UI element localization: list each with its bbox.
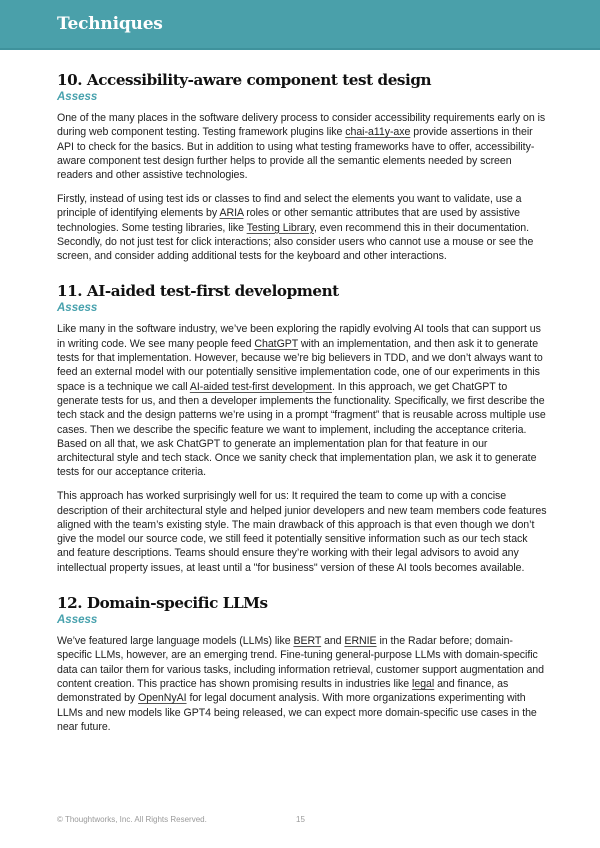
inline-link[interactable]: ERNIE — [344, 635, 377, 648]
inline-link[interactable]: OpenNyAI — [138, 692, 187, 705]
technique-title: 10. Accessibility-aware component test design — [57, 71, 432, 89]
footer-copyright: © Thoughtworks, Inc. All Rights Reserved. — [57, 815, 207, 824]
ring-label: Assess — [57, 614, 98, 627]
paragraph: This approach has worked surprisingly well for us: It required the team to come up with a concise description of their architectural style and helped junior developers and new team members code features aligned with the team’s existing style. The main drawback of this approach is that even though we don’t give the model our source code, we still feed it potentially sensitive information such as our tech stack and feature descriptions. Teams should ensure they’re working with their legal advisors to avoid any intellectual property issues, at least until a "for business" version of these AI tools becomes available. — [57, 490, 547, 574]
ring-label: Assess — [57, 302, 98, 315]
inline-link[interactable]: Testing Library — [246, 221, 314, 234]
paragraph: One of the many places in the software delivery process to consider accessibility requirements early on is during web component testing. Testing framework plugins like chai-a11y-axe provide assertions in their API to check for the basics. But in addition to using what testing frameworks have to offer, accessibility-aware component test design further helps to provide all the semantic elements needed by screen readers and other assistive technologies. — [57, 112, 546, 182]
inline-link[interactable]: ChatGPT — [254, 337, 299, 350]
inline-link[interactable]: legal — [412, 677, 435, 690]
header-band — [0, 0, 600, 50]
inline-link[interactable]: ARIA — [219, 207, 244, 220]
paragraph: Firstly, instead of using test ids or classes to find and select the elements you want to validate, use a principle of identifying elements by ARIA roles or other semantic attributes that are used by assistive technologies. Some testing libraries, like Testing Library, even recommend this in their documentation. Secondly, do not just test for click interactions; also consider users who cannot use a mouse or see the screen, and consider adding additional tests for the keyboard and other interactions. — [57, 192, 534, 263]
paragraph: We’ve featured large language models (LLMs) like BERT and ERNIE in the Radar before; domain-specific LLMs, however, are an emerging trend. Fine-tuning general-purpose LLMs with domain-specific data can tailor them for various tasks, including information retrieval, customer support augmentation and content creation. This practice has shown promising results in industries like legal and finance, as demonstrated by OpenNyAI for legal document analysis. With more organizations experimenting with LLMs and new models like GPT4 being released, we can expect more domain-specific use cases in the near future. — [57, 635, 544, 733]
technique-section — [57, 281, 547, 575]
page-number: 15 — [296, 815, 305, 824]
technique-section — [57, 593, 547, 734]
technique-title: 12. Domain-specific LLMs — [57, 594, 268, 613]
technique-section — [57, 70, 547, 263]
inline-link[interactable]: BERT — [293, 635, 322, 648]
technique-title: 11. AI-aided test-first development — [57, 282, 339, 301]
paragraph: Like many in the software industry, we’ve been exploring the rapidly evolving AI tools that can support us in writing code. We see many people feed ChatGPT with an implementation, and then ask it to generate tests for that implementation. However, because we’re big believers in TDD, and we don’t always want to feed an external model with our potentially sensitive implementation code, one of our experiments in this space is a technique we call AI-aided test-first development. In this approach, we get ChatGPT to generate tests for us, and then a developer implements the functionality. Specifically, we first describe the tech stack and the design patterns we’re using in a prompt “fragment” that is reusable across multiple use cases. Then we describe the specific feature we want to implement, including the acceptance criteria. Based on all that, we ask ChatGPT to generate an implementation plan for that feature in our architectural style and tech stack. Once we sanity check that implementation plan, we ask it to generate tests for our acceptance criteria. — [57, 323, 546, 479]
ring-label: Assess — [57, 91, 98, 103]
inline-link[interactable]: AI-aided test-first development — [189, 380, 332, 393]
main-content — [57, 70, 547, 752]
inline-link[interactable]: chai-a11y-axe — [345, 126, 411, 139]
page-section-title: Techniques — [57, 14, 163, 34]
